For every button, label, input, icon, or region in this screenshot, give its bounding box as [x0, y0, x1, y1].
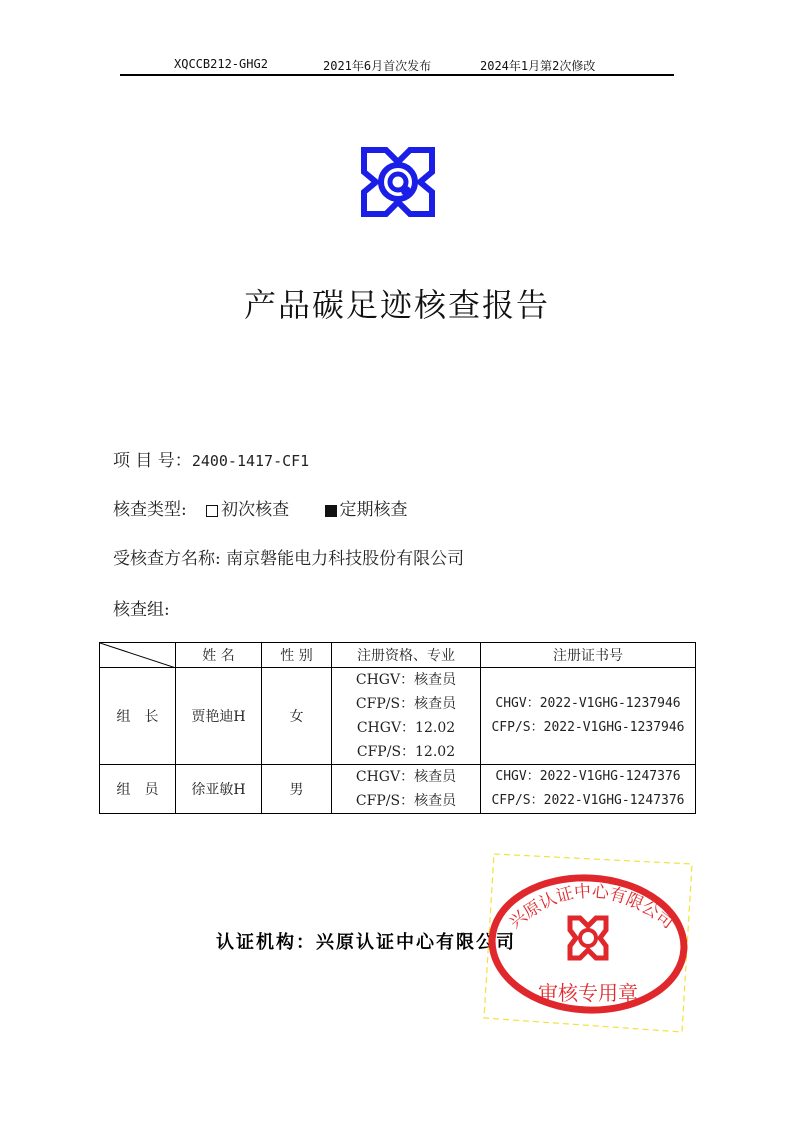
qualification-line: CFP/S：核查员: [355, 696, 457, 712]
certification-body-label: 认证机构：: [216, 932, 316, 953]
project-number-label: 项 目 号：: [113, 451, 192, 471]
xq-logo-icon: [360, 146, 436, 218]
qualification-line: CFP/S：12.02: [356, 744, 456, 760]
official-seal: [482, 852, 694, 1034]
certificate-line: CHGV：2022-V1GHG-1247376: [495, 769, 681, 784]
qualification-cell: [332, 765, 481, 814]
gender-cell: 男: [262, 765, 332, 814]
client-name-row: [113, 544, 464, 569]
gender-cell: 女: [262, 668, 332, 765]
header-gender: 性 别: [262, 643, 332, 668]
qualification-line: CHGV：12.02: [356, 720, 456, 736]
client-name-label: 受核查方名称:: [113, 549, 221, 569]
verification-type-label: 核查类型:: [113, 500, 187, 520]
certification-body-value: 兴原认证中心有限公司: [316, 932, 516, 953]
report-title: 产品碳足迹核查报告: [243, 286, 550, 324]
team-label: 核查组:: [113, 600, 170, 620]
diagonal-header-cell: [100, 643, 176, 668]
role-cell: 组 长: [100, 668, 176, 765]
header-qualification: 注册资格、专业: [332, 643, 481, 668]
svg-text:兴原认证中心有限公司: 兴原认证中心有限公司: [505, 881, 678, 934]
certificate-line: CHGV：2022-V1GHG-1237946: [495, 696, 681, 711]
certificate-cell: [481, 765, 696, 814]
certificate-line: CFP/S：2022-V1GHG-1247376: [491, 793, 685, 808]
certification-body: [216, 928, 516, 954]
qualification-line: CHGV：核查员: [355, 672, 457, 688]
revision-date: 2024年1月第2次修改: [480, 59, 596, 73]
qualification-line: CHGV：核查员: [355, 769, 457, 785]
certificate-cell: [481, 668, 696, 765]
header-certificate: 注册证书号: [481, 643, 696, 668]
certificate-line: CFP/S：2022-V1GHG-1237946: [491, 720, 685, 735]
verification-type-row: [113, 495, 408, 520]
table-row: [100, 668, 696, 765]
periodic-verification-checkbox[interactable]: [325, 505, 337, 517]
project-number-value: 2400-1417-CF1: [191, 452, 310, 470]
name-cell: 贾艳迪H: [176, 668, 262, 765]
project-number-row: [113, 446, 309, 471]
name-cell: 徐亚敏H: [176, 765, 262, 814]
header-name: 姓 名: [176, 643, 262, 668]
table-header-row: [100, 643, 696, 668]
client-name-value: 南京磐能电力科技股份有限公司: [226, 549, 465, 569]
team-table: [99, 642, 696, 814]
periodic-verification-label: 定期核查: [339, 500, 408, 520]
header-divider: [120, 74, 674, 76]
role-cell: 组 员: [100, 765, 176, 814]
initial-verification-checkbox[interactable]: [206, 505, 218, 517]
svg-text:审核专用章: 审核专用章: [538, 981, 638, 1005]
doc-code: XQCCB212-GHG2: [174, 57, 268, 71]
table-row: [100, 765, 696, 814]
first-issue-date: 2021年6月首次发布: [323, 59, 432, 73]
qualification-cell: [332, 668, 481, 765]
initial-verification-label: 初次核查: [221, 500, 290, 520]
qualification-line: CFP/S：核查员: [355, 793, 457, 809]
